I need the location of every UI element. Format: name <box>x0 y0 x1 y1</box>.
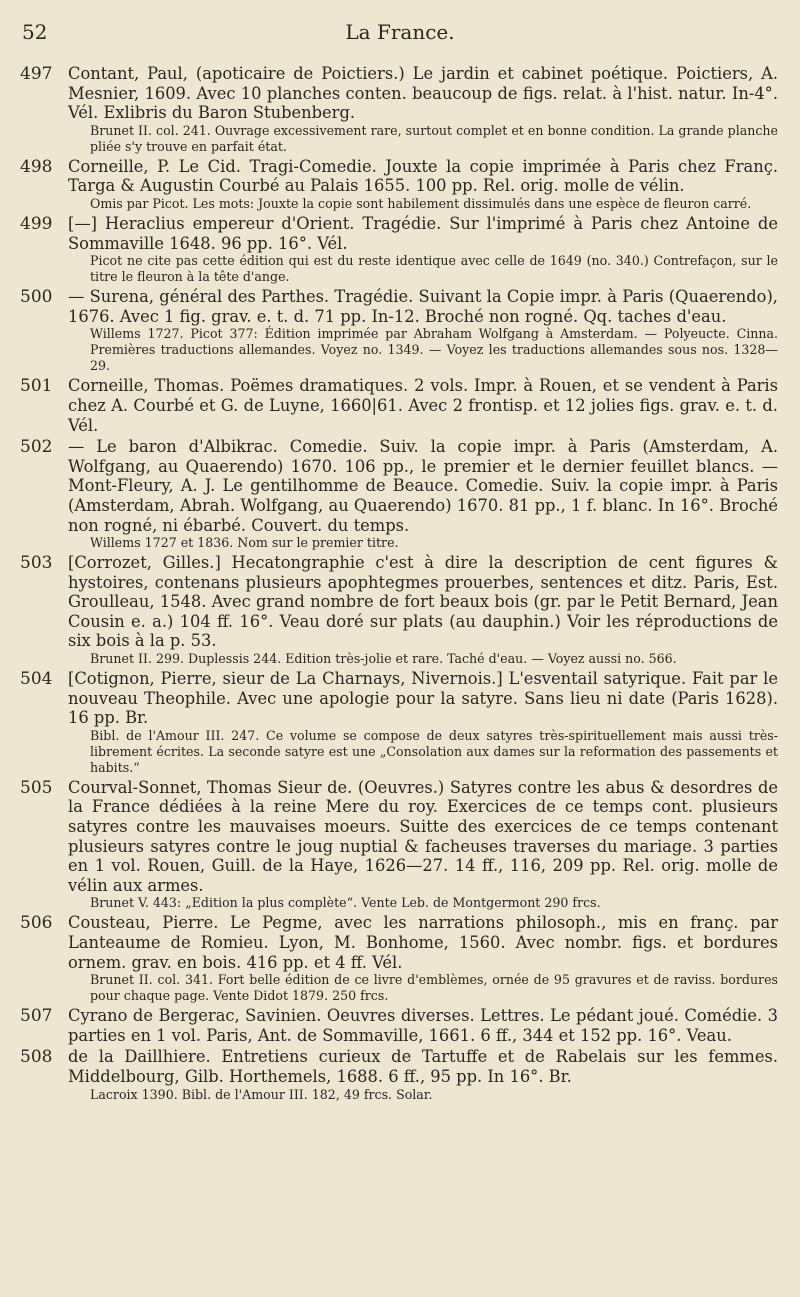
entry-note: Omis par Picot. Les mots: Jouxte la copie sont habilement dissimulés dans une espèce de fleuron carré. <box>90 195 752 211</box>
entry-number: 508 <box>20 1047 53 1068</box>
catalogue-entry <box>10 64 778 155</box>
entry-number: 503 <box>20 553 53 574</box>
entry-note: Brunet II. col. 241. Ouvrage excessivement rare, surtout complet et en bonne condition. La grande planche pliée s'y trouve en parfait état. <box>90 122 778 154</box>
entry-text: Courval-Sonnet, Thomas Sieur de. (Oeuvres.) Satyres contre les abus & desordres de la France dédiées à la reine Mere du roy. Exercices de ce temps cont. plusieurs satyres contre les mauvaises moeurs. Suitte des exercices de ce temps contenant plusieurs satyres contre le joug nuptial & facheuses traverses du mariage. 3 parties en 1 vol. Rouen, Guill. de la Haye, 1626—27. 14 ff., 116, 209 pp. Rel. orig. molle de vélin aux armes. <box>68 777 778 895</box>
entry-text: — Le baron d'Albikrac. Comedie. Suiv. la copie impr. à Paris (Amsterdam, A. Wolfgang, au Quaerendo) 1670. 106 pp., le premier et le dernier feuillet blancs. — Mont-Fleury, A. J. Le gentilhomme de Beauce. Comedie. Suiv. la copie impr. à Paris (Amsterdam, Abrah. Wolfgang, au Quaerendo) 1670. 81 pp., 1 f. blanc. In 16°. Broché non rogné, ni ébarbé. Couvert. du temps. <box>68 437 778 535</box>
entry-note: Brunet II. 299. Duplessis 244. Edition très-jolie et rare. Taché d'eau. — Voyez aussi no. 566. <box>90 651 677 667</box>
page-number: 52 <box>22 20 48 44</box>
catalogue-entry <box>10 214 778 285</box>
entry-text: [Cotignon, Pierre, sieur de La Charnays, Nivernois.] L'esventail satyrique. Fait par le nouveau Theophile. Avec une apologie pour la satyre. Sans lieu ni date (Paris 1628). 16 pp. Br. <box>68 669 778 728</box>
entry-text: de la Daillhiere. Entretiens curieux de Tartuffe et de Rabelais sur les femmes. Middelbourg, Gilb. Horthemels, 1688. 6 ff., 95 pp. In 16°. Br. <box>68 1047 778 1086</box>
catalogue-entry <box>10 913 778 1004</box>
page-header <box>22 20 778 50</box>
entry-number: 501 <box>20 376 53 397</box>
entry-number: 507 <box>20 1006 53 1027</box>
entry-text: — Surena, général des Parthes. Tragédie. Suivant la Copie impr. à Paris (Quaerendo), 1676. Avec 1 fig. grav. e. t. d. 71 pp. In-12. Broché non rogné. Qq. taches d'eau. <box>68 287 778 326</box>
catalogue-entry <box>10 669 778 776</box>
catalogue-entry <box>10 376 778 435</box>
entry-note: Picot ne cite pas cette édition qui est du reste identique avec celle de 1649 (no. 340.) Contrefaçon, sur le titre le fleuron à la tête d'ange. <box>90 253 778 285</box>
entry-note: Willems 1727 et 1836. Nom sur le premier titre. <box>90 535 399 551</box>
entry-number: 497 <box>20 64 53 84</box>
catalogue-entry <box>10 1047 778 1102</box>
entry-number: 505 <box>20 777 53 798</box>
catalogue-entry <box>10 287 778 374</box>
catalogue-entry <box>10 157 778 212</box>
entry-number: 499 <box>20 213 53 234</box>
entry-note: Bibl. de l'Amour III. 247. Ce volume se compose de deux satyres très-spirituellement mais aussi très-librement écrites. La seconde satyre est une „Consolation aux dames sur la reformation des passements et habits.“ <box>90 727 778 775</box>
entry-text: Corneille, Thomas. Poëmes dramatiques. 2 vols. Impr. à Rouen, et se vendent à Paris chez A. Courbé et G. de Luyne, 1660|61. Avec 2 frontisp. et 12 jolies figs. grav. e. t. d. Vél. <box>68 376 778 435</box>
entry-text: Contant, Paul, (apoticaire de Poictiers.) Le jardin et cabinet poétique. Poictiers, A. Mesnier, 1609. Avec 10 planches conten. beaucoup de figs. relat. à l'hist. natur. In-4°. Vél. Exlibris du Baron Stubenberg. <box>68 64 778 123</box>
entry-number: 504 <box>20 669 53 690</box>
running-title: La France. <box>345 20 455 44</box>
entry-text: [Corrozet, Gilles.] Hecatongraphie c'est à dire la description de cent figures & hystoires, contenans plusieurs apophtegmes prouerbes, sentences et ditz. Paris, Est. Groulleau, 1548. Avec grand nombre de fort beaux bois (gr. par le Petit Bernard, Jean Cousin e. a.) 104 ff. 16°. Veau doré sur plats (au dauphin.) Voir les réproductions de six bois à la p. 53. <box>68 553 778 651</box>
entry-note: Brunet II. col. 341. Fort belle édition de ce livre d'emblèmes, ornée de 95 gravures et de raviss. bordures pour chaque page. Vente Didot 1879. 250 frcs. <box>90 972 778 1004</box>
entry-text: Corneille, P. Le Cid. Tragi-Comedie. Jouxte la copie imprimée à Paris chez Franç. Targa & Augustin Courbé au Palais 1655. 100 pp. Rel. orig. molle de vélin. <box>68 156 778 196</box>
entry-text: Cyrano de Bergerac, Savinien. Oeuvres diverses. Lettres. Le pédant joué. Comédie. 3 parties en 1 vol. Paris, Ant. de Sommaville, 1661. 6 ff., 344 et 152 pp. 16°. Veau. <box>68 1006 778 1045</box>
entry-note: Brunet V. 443: „Edition la plus complète“. Vente Leb. de Montgermont 290 frcs. <box>90 895 601 911</box>
catalogue-entry <box>10 1006 778 1045</box>
catalogue-entry <box>10 778 778 912</box>
entry-number: 498 <box>20 156 53 177</box>
entry-text: [—] Heraclius empereur d'Orient. Tragédie. Sur l'imprimé à Paris chez Antoine de Sommaville 1648. 96 pp. 16°. Vél. <box>68 213 778 253</box>
entry-note: Lacroix 1390. Bibl. de l'Amour III. 182, 49 frcs. Solar. <box>90 1086 433 1102</box>
entry-note: Willems 1727. Picot 377: Édition imprimée par Abraham Wolfgang à Amsterdam. — Polyeucte. Cinna. Premières traductions allemandes. Voyez no. 1349. — Voyez les traductions allemandes sous nos. 1328—29. <box>90 326 778 374</box>
catalogue-entry <box>10 553 778 667</box>
catalogue-entry <box>10 437 778 551</box>
entry-number: 500 <box>20 287 53 308</box>
entry-number: 502 <box>20 437 53 458</box>
entry-number: 506 <box>20 913 53 934</box>
entry-text: Cousteau, Pierre. Le Pegme, avec les narrations philosoph., mis en franç. par Lanteaume de Romieu. Lyon, M. Bonhome, 1560. Avec nombr. figs. et bordures ornem. grav. en bois. 416 pp. et 4 ff. Vél. <box>68 913 778 972</box>
entries-list <box>10 64 778 1105</box>
